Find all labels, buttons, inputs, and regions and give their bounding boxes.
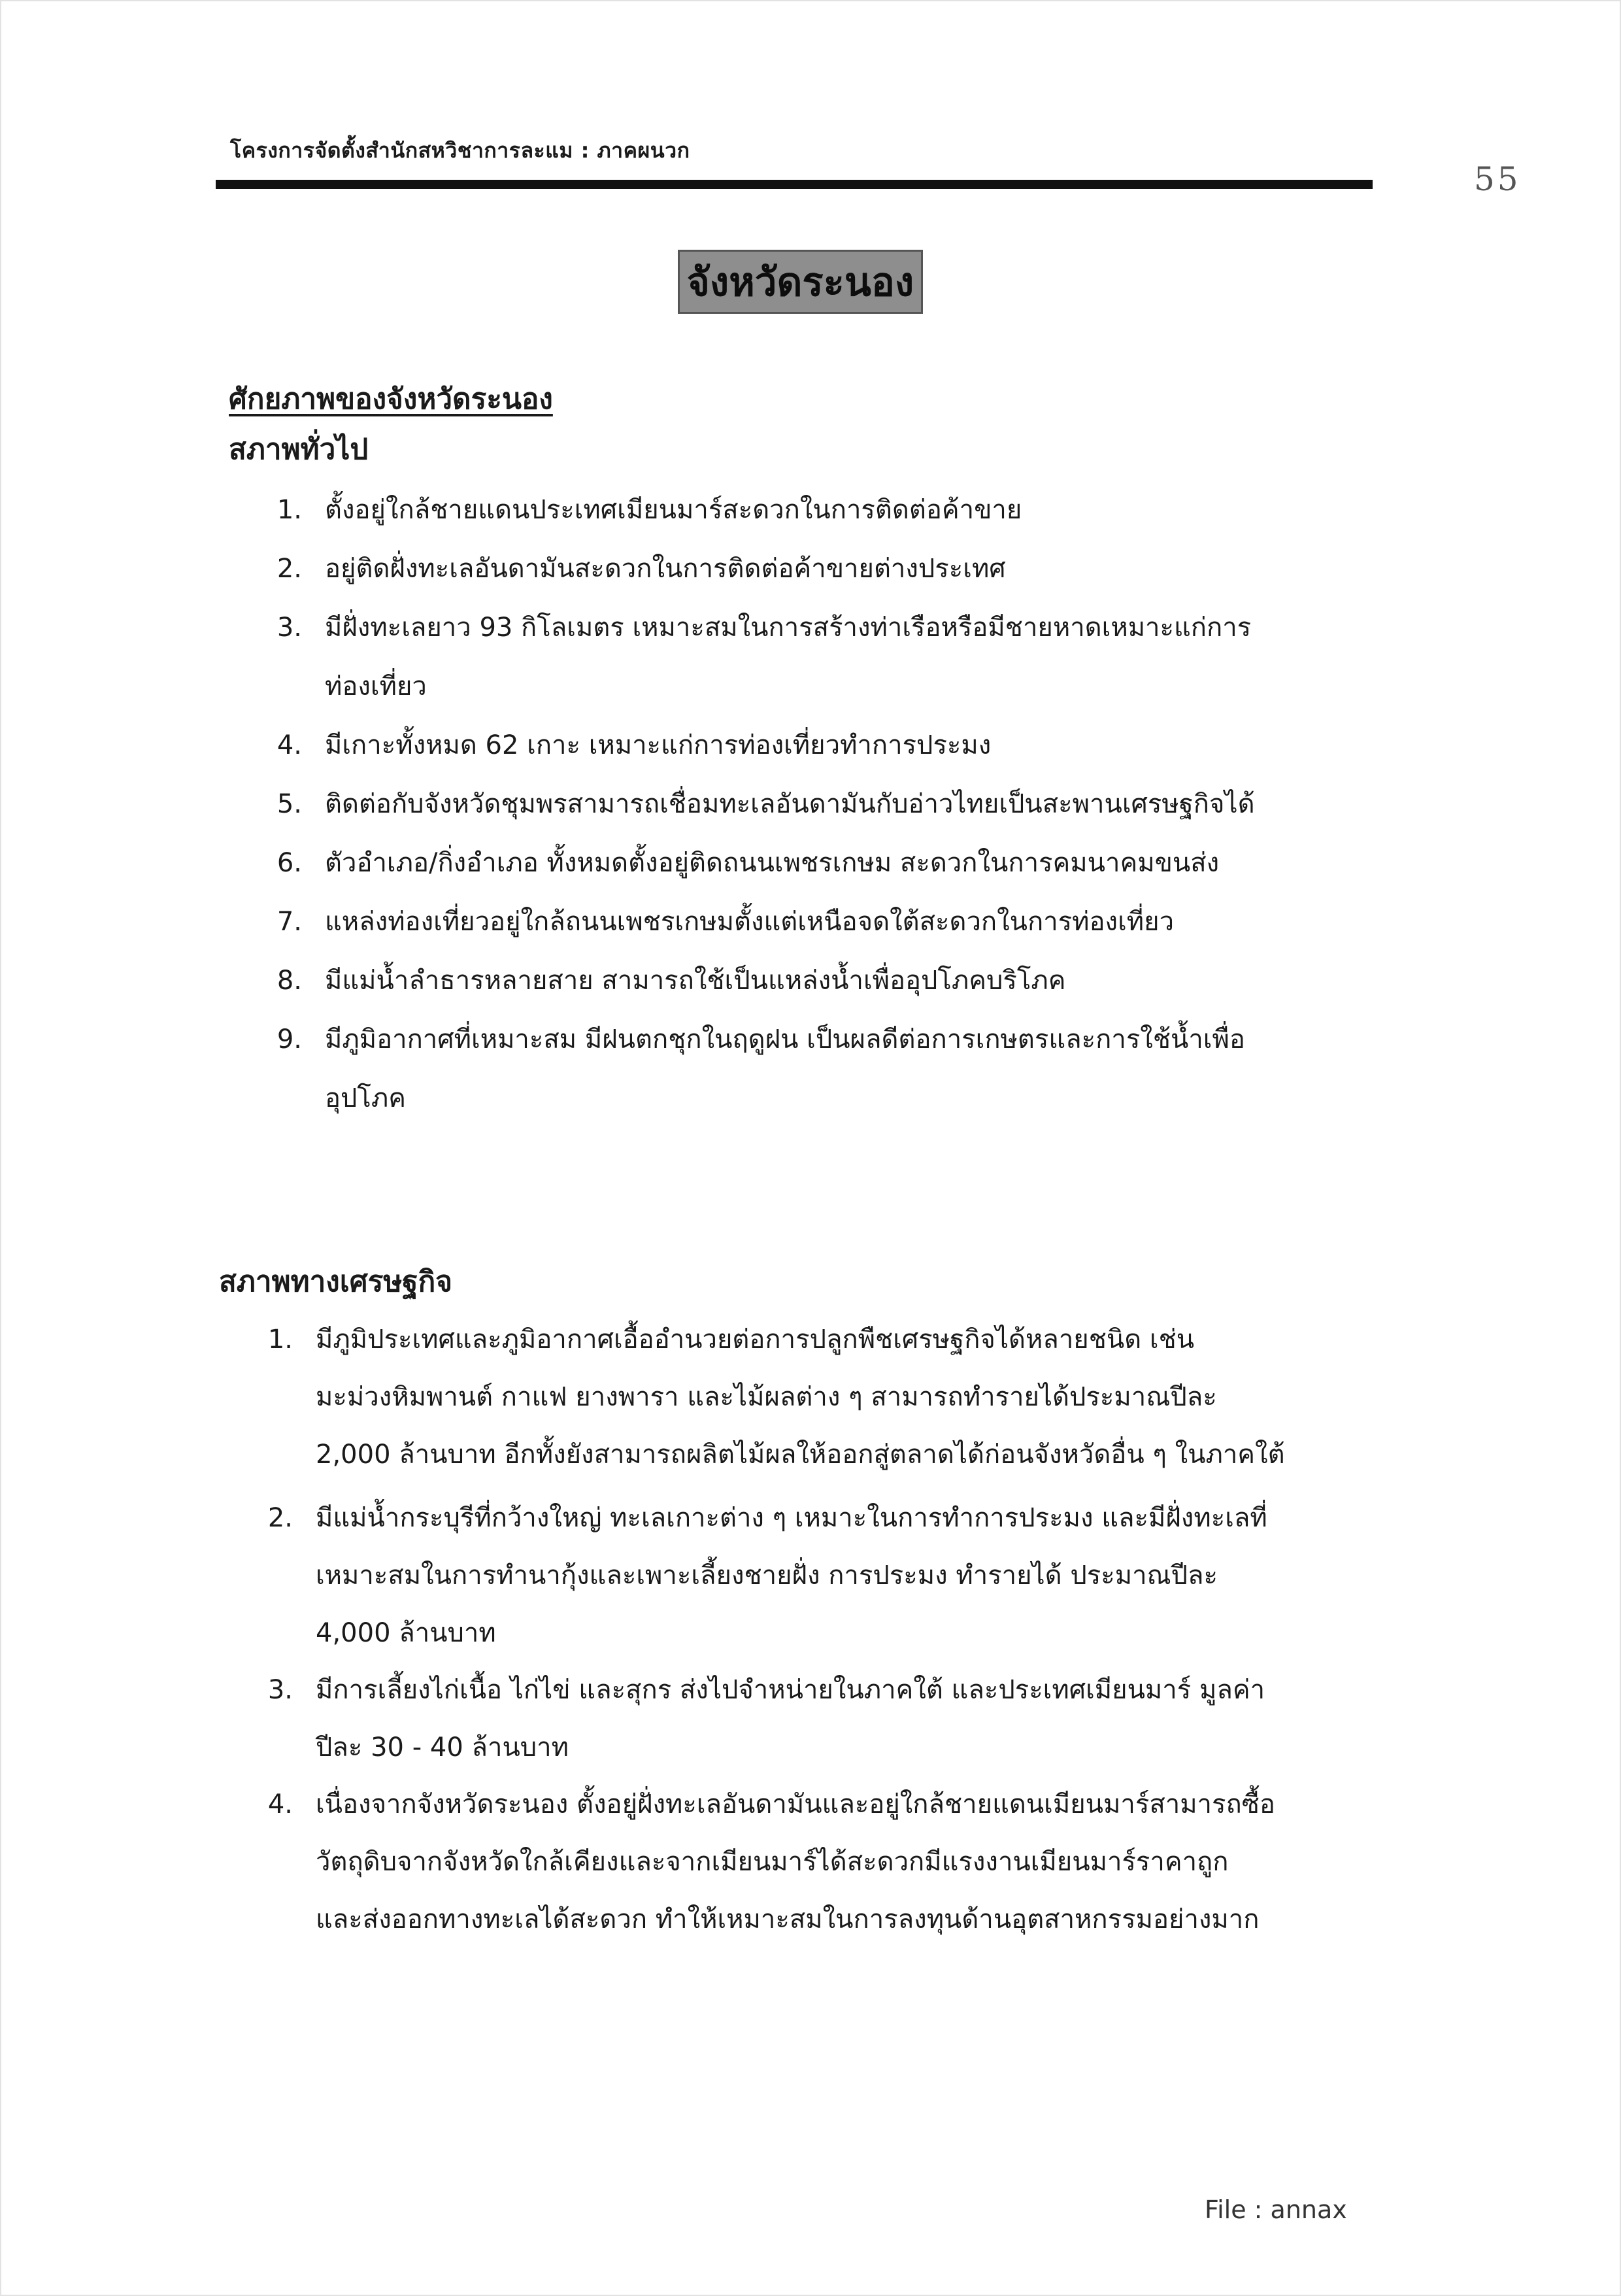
list-item-text: ตั้งอยู่ใกล้ชายแดนประเทศเมียนมาร์สะดวกในการติดต่อค้าขาย <box>325 495 1022 525</box>
page-number: 55 <box>1474 160 1521 198</box>
list-item-text: มีภูมิอากาศที่เหมาะสม มีฝนตกชุกในฤดูฝน เป็นผลดีต่อการเกษตรและการใช้น้ำเพื่อ <box>325 1024 1245 1055</box>
list-item-number: 6. <box>276 848 302 878</box>
list-item-text: มีแม่น้ำลำธารหลายสาย สามารถใช้เป็นแหล่งน้ำเพื่ออุปโภคบริโภค <box>325 966 1066 996</box>
general-heading: สภาพทั่วไป <box>229 433 369 466</box>
list-item-text: ท่องเที่ยว <box>325 671 427 701</box>
list-item-text: ตัวอำเภอ/กิ่งอำเภอ ทั้งหมดตั้งอยู่ติดถนนเพชรเกษม สะดวกในการคมนาคมขนส่ง <box>325 848 1220 878</box>
list-item-number: 7. <box>276 907 302 937</box>
list-item-text: แหล่งท่องเที่ยวอยู่ใกล้ถนนเพชรเกษมตั้งแต่เหนือจดใต้สะดวกในการท่องเที่ยว <box>325 907 1175 937</box>
list-item-text: ติดต่อกับจังหวัดชุมพรสามารถเชื่อมทะเลอันดามันกับอ่าวไทยเป็นสะพานเศรษฐกิจได้ <box>325 789 1255 819</box>
title-box <box>678 250 923 314</box>
list-item-number: 3. <box>267 1675 293 1705</box>
footer-file-label: File : annax <box>1205 2195 1347 2224</box>
section-heading: ศักยภาพของจังหวัดระนอง <box>229 382 553 416</box>
list-item-text: 4,000 ล้านบาท <box>316 1618 496 1648</box>
list-item-number: 4. <box>276 730 302 760</box>
header-rule <box>216 180 1373 189</box>
list-item-text: มีเกาะทั้งหมด 62 เกาะ เหมาะแก่การท่องเที่ยวทำการประมง <box>325 730 992 760</box>
list-item-text: 2,000 ล้านบาท อีกทั้งยังสามารถผลิตไม้ผลให้ออกสู่ตลาดได้ก่อนจังหวัดอื่น ๆ ในภาคใต้ <box>316 1440 1285 1470</box>
page-title: จังหวัดระนอง <box>686 259 914 305</box>
economic-heading: สภาพทางเศรษฐกิจ <box>219 1265 453 1298</box>
list-item-text: ปีละ 30 - 40 ล้านบาท <box>316 1732 569 1763</box>
list-item-number: 4. <box>267 1789 293 1819</box>
list-item-text: เหมาะสมในการทำนากุ้งและเพาะเลี้ยงชายฝั่ง การประมง ทำรายได้ ประมาณปีละ <box>316 1561 1218 1591</box>
list-item-text: อุปโภค <box>325 1083 407 1113</box>
list-item-number: 1. <box>267 1325 293 1355</box>
list-item-text: มีฝั่งทะเลยาว 93 กิโลเมตร เหมาะสมในการสร้างท่าเรือหรือมีชายหาดเหมาะแก่การ <box>325 613 1252 643</box>
list-item-text: เนื่องจากจังหวัดระนอง ตั้งอยู่ฝั่งทะเลอันดามันและอยู่ใกล้ชายแดนเมียนมาร์สามารถซื้อ <box>316 1789 1275 1819</box>
list-item-number: 2. <box>267 1503 293 1533</box>
list-item-text: และส่งออกทางทะเลได้สะดวก ทำให้เหมาะสมในการลงทุนด้านอุตสาหกรรมอย่างมาก <box>316 1904 1260 1934</box>
list-item-number: 3. <box>276 613 302 643</box>
list-item-text: มีแม่น้ำกระบุรีที่กว้างใหญ่ ทะเลเกาะต่าง ๆ เหมาะในการทำการประมง และมีฝั่งทะเลที่ <box>316 1503 1267 1533</box>
list-item-text: มีภูมิประเทศและภูมิอากาศเอื้ออำนวยต่อการปลูกพืชเศรษฐกิจได้หลายชนิด เช่น <box>316 1325 1195 1355</box>
list-item-text: อยู่ติดฝั่งทะเลอันดามันสะดวกในการติดต่อค้าขายต่างประเทศ <box>325 554 1006 584</box>
list-item-number: 9. <box>276 1024 302 1055</box>
list-item-number: 1. <box>276 495 302 525</box>
list-item-text: มะม่วงหิมพานต์ กาแฟ ยางพารา และไม้ผลต่าง ๆ สามารถทำรายได้ประมาณปีละ <box>316 1382 1217 1412</box>
list-item-number: 8. <box>276 966 302 996</box>
list-item-number: 2. <box>276 554 302 584</box>
list-item-text: วัตถุดิบจากจังหวัดใกล้เคียงและจากเมียนมาร์ได้สะดวกมีแรงงานเมียนมาร์ราคาถูก <box>316 1847 1229 1877</box>
header-project-title: โครงการจัดตั้งสำนักสหวิชาการละแม : ภาคผนวก <box>230 138 690 163</box>
list-item-text: มีการเลี้ยงไก่เนื้อ ไก่ไข่ และสุกร ส่งไปจำหน่ายในภาคใต้ และประเทศเมียนมาร์ มูลค่า <box>316 1675 1265 1705</box>
list-item-number: 5. <box>276 789 302 819</box>
